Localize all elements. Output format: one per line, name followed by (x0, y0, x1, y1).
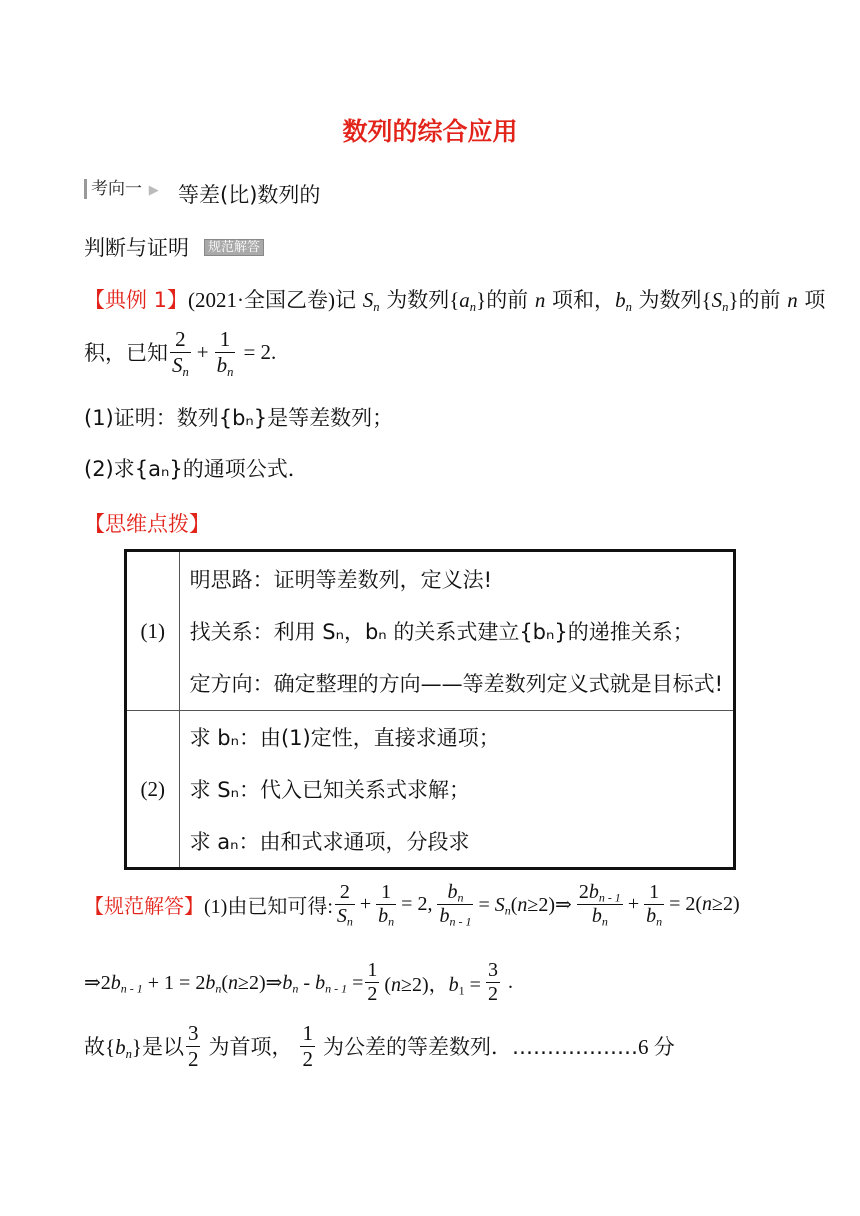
example-part1: (1)证明：数列{bₙ}是等差数列； (84, 406, 394, 430)
thinking-row-1-line-2: 找关系：利用 Sₙ，bₙ 的关系式建立{bₙ}的递推关系； (189, 620, 694, 644)
example-text: 记 $S_n$ 为数列$\{a_n\}$的前 n 项和，$b_n$ 为数列$\{S_n\}$的前 n 项 (335, 288, 826, 314)
section-tag-label: 考向一 (84, 179, 142, 199)
section-badge (204, 232, 264, 256)
example-line2: 积，已知 $\frac{2}{S_n}$ + $\frac{1}{b_n}$ = 2. (84, 327, 277, 379)
example-source: (2021·全国乙卷) (188, 288, 336, 312)
solution-line3: 故$\{b_n\}$是以 $\frac{3}{2}$ 为首项， $\frac{1}{2}$ 为公差的等差数列．……………… 6 分 (84, 1021, 675, 1071)
example-line1 (84, 284, 825, 314)
example-label: 【典例 1】 (84, 288, 189, 312)
thinking-row-2-num: (2) (126, 711, 180, 869)
thinking-row-1-num: (1) (126, 551, 180, 711)
condition-fraction-1: $\frac{2}{S_n}$ (172, 327, 189, 379)
solution-score: 6 分 (637, 1035, 675, 1059)
solution-intro: (1)由已知可得: (204, 895, 333, 918)
thinking-row-1-line-1: 明思路：证明等差数列，定义法! (189, 568, 492, 592)
solution-line1 (84, 876, 740, 932)
section-badge-label: 规范解答 (204, 239, 264, 256)
section-tag (84, 174, 159, 199)
page-title: 数列的综合应用 (342, 117, 518, 146)
section-heading-line2: 判断与证明 (84, 236, 189, 260)
thinking-row-2-line-1: 求 bₙ：由(1)定性，直接求通项； (189, 726, 500, 750)
thinking-row-2-line-3: 求 aₙ：由和式求通项，分段求 (189, 830, 470, 854)
thinking-row-2 (126, 711, 735, 869)
condition-rhs: = 2. (243, 339, 277, 364)
condition-fraction-2: $\frac{1}{b_n}$ (216, 327, 234, 379)
play-icon: ▶ (148, 183, 159, 198)
thinking-label: 【思维点拨】 (84, 512, 210, 536)
thinking-row-1-line-3: 定方向：确定整理的方向——等差数列定义式就是目标式! (189, 672, 723, 696)
section-heading-line1: 等差(比)数列的 (178, 183, 321, 207)
thinking-table (124, 549, 736, 870)
solution-formula-1: $\frac{2}{S_n}$ + $\frac{1}{b_n}$ = 2, $\frac{b_n}{b_{n - 1}}$ = $S_n(n\ge 2)\Rightarrow$ $\frac{2b_{n - 1}}{b_n}$ + $\frac{1}{b_n}$ = 2(n≥2) (336, 880, 740, 929)
thinking-row-2-line-2: 求 Sₙ：代入已知关系式求解； (189, 778, 470, 802)
thinking-row-1 (126, 551, 735, 711)
solution-label: 【规范解答】 (84, 893, 204, 918)
example-part2: (2)求{aₙ}的通项公式． (84, 457, 309, 481)
solution-line2: $\Rightarrow 2b_{n - 1} + 1$ = $2b_n(n\ge 2)\Rightarrow b_n - b_{n - 1}$ = $\frac{1}{2}$ (n≥2)，$b_1$ = $\frac{3}{2}$ . (84, 958, 513, 1005)
